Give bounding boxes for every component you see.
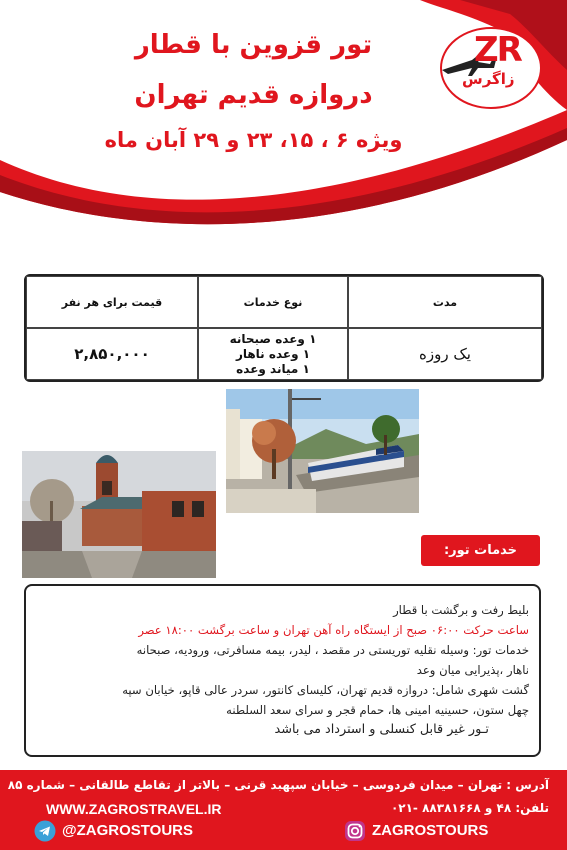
service-line: خدمات تور: وسیله نقلیه توریستی در مقصد ، لیدر، بیمه مسافرتی، ورودیه، صبحانه <box>136 643 529 657</box>
website-link[interactable]: WWW.ZAGROSTRAVEL.IR <box>46 801 222 817</box>
services-box <box>24 584 541 757</box>
departure-time: ساعت حرکت ۰۶:۰۰ صبح از ایستگاه راه آهن تهران و ساعت برگشت ۱۸:۰۰ عصر <box>138 623 529 637</box>
footer <box>0 770 567 850</box>
header-duration: مدت <box>348 276 542 328</box>
duration-value: یک روزه <box>348 328 542 380</box>
logo-name: زاگرس <box>462 70 515 88</box>
page-subtitle: دروازه قدیم تهران <box>134 80 373 110</box>
services-value <box>198 328 348 380</box>
church-photo <box>22 451 216 578</box>
address: آدرس : تهران – میدان فردوسی – خیابان سپهبد قرنی – بالاتر از تقاطع طالقانی – شماره ۸۵ <box>7 778 549 792</box>
cancellation-note: تـور غیر قابل کنسلی و استرداد می باشد <box>274 722 489 737</box>
telegram-icon[interactable] <box>34 820 56 842</box>
header-services: نوع خدمات <box>198 276 348 328</box>
page-title: تور قزوین با قطار <box>134 30 373 60</box>
telegram-handle[interactable]: @ZAGROSTOURS <box>62 822 194 839</box>
phone: تلفن: ۴۸ و ۸۸۳۸۱۶۶۸ -۰۲۱ <box>390 801 549 815</box>
tour-info-table <box>24 274 544 382</box>
service-line: بلیط رفت و برگشت با قطار <box>393 603 529 617</box>
service-item: ۱ میاند وعده <box>236 361 310 376</box>
service-line: ناهار ،پذیرایی میان وعد <box>416 663 529 677</box>
services-label: خدمات تور: <box>421 535 540 566</box>
logo-letters: ZR <box>474 30 521 70</box>
instagram-handle[interactable]: ZAGROSTOURS <box>372 822 489 839</box>
train-station-photo <box>226 389 419 513</box>
tour-dates: ویژه ۶ ، ۱۵، ۲۳ و ۲۹ آبان ماه <box>104 128 403 152</box>
instagram-icon[interactable] <box>344 820 366 842</box>
header-price: قیمت برای هر نفر <box>26 276 198 328</box>
service-line: گشت شهری شامل: دروازه قدیم تهران، کلیسای کانتور، سردر عالی قاپو، خیابان سپه <box>122 683 529 697</box>
service-item: ۱ وعده ناهار <box>235 346 311 361</box>
price-value: ۲,۸۵۰,۰۰۰ <box>26 328 198 380</box>
service-line: چهل ستون، حسینیه امینی ها، حمام قجر و سرای سعد السلطنه <box>226 703 529 717</box>
service-item: ۱ وعده صبحانه <box>229 331 317 346</box>
